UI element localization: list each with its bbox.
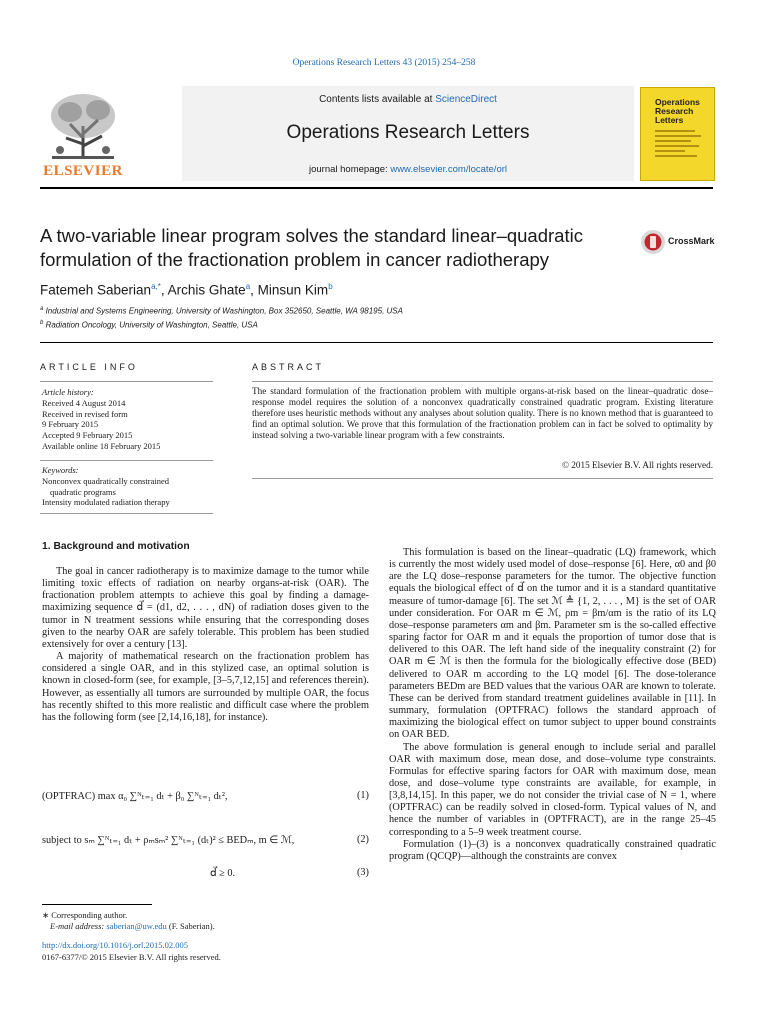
footnote-divider xyxy=(42,904,152,905)
article-title: A two-variable linear program solves the standard linear–quadratic formulation of the fractionation problem in cancer radiotherapy xyxy=(40,225,583,270)
homepage-link[interactable]: www.elsevier.com/locate/orl xyxy=(390,164,508,175)
equation-3 xyxy=(42,867,369,879)
author-name[interactable]: Archis Ghate xyxy=(167,282,246,298)
left-column xyxy=(42,566,369,724)
keywords xyxy=(42,465,170,508)
crossmark-label[interactable]: CrossMark xyxy=(668,236,715,246)
equation-number: (3) xyxy=(356,867,369,878)
history-entry: Received 4 August 2014 xyxy=(42,397,126,408)
equation-text: subject to sₘ ∑ᴺₜ₌₁ dₜ + ρₘsₘ² ∑ᴺₜ₌₁ (dₜ)² ≤ BEDₘ, m ∈ ℳ, xyxy=(42,835,295,846)
keyword: Nonconvex quadratically constrained xyxy=(42,475,169,486)
body-paragraph: Formulation (1)–(3) is a nonconvex quadratically constrained quadratic program (QCQP)—although the constraints are convex xyxy=(389,838,716,862)
right-column xyxy=(389,547,716,863)
abstract-text: The standard formulation of the fractionation problem with multiple organs-at-risk based on the linear–quadratic dose–response model requires the solution of a nonconvex quadratically constrained quadratic program. Existing literature therefore uses heuristic methods without any analyses about solution quality. There is no known method that is guaranteed to find an optimal solution. We prove that this formulation of the fractionation problem can in fact be solved to optimality by instead solving a two-variable linear program with a few constraints. xyxy=(252,386,713,440)
info-divider xyxy=(40,381,213,382)
journal-title: Operations Research Letters xyxy=(286,122,530,143)
author-marks[interactable]: b xyxy=(328,282,333,291)
elsevier-wordmark: ELSEVIER xyxy=(43,163,123,179)
history-entry: Received in revised form xyxy=(42,408,128,419)
abstract-bottom-divider xyxy=(252,478,713,479)
keyword: Intensity modulated radiation therapy xyxy=(42,497,170,508)
section-heading: 1. Background and motivation xyxy=(42,541,190,552)
body-paragraph: This formulation is based on the linear–quadratic (LQ) framework, which is currently the most widely used model of dose–response [6]. Here, α0 and β0 are the LQ dose–response parameters for the tumor. The objective function equals the biological effect of d⃗ on the tumor and it is a standard quantitative measure of tumor-damage [6]. The set ℳ ≜ {1, 2, . . . , M} is the set of OAR under consideration. For OAR m ∈ ℳ, ρm = βm/αm is the ratio of its LQ dose–response parameters αm and βm. Parameter sm is the so-called effective sparing factor for OAR m and it equals the proportion of tumor dose that is delivered to this OAR. The left hand side of the inequality constraint (2) for OAR m ∈ ℳ is then the formula for the biologically effective dose (BED) delivered to OAR m according to the LQ model [6]. The dose-tolerance parameters BEDm are BED values that the various OAR are known to tolerate. These can be derived from standard treatment guidelines available in [11]. In summary, formulation (OPTFRAC) follows the standard approach of maximizing the biological effect on tumor subject to upper bound constraints on OAR BED. xyxy=(389,547,716,741)
issn-line: 0167-6377/© 2015 Elsevier B.V. All rights reserved. xyxy=(42,952,221,962)
homepage-line xyxy=(182,164,634,175)
history-entry: Available online 18 February 2015 xyxy=(42,440,161,451)
author-marks[interactable]: a xyxy=(245,282,251,291)
affiliation-text: Radiation Oncology, University of Washington, Seattle, USA xyxy=(45,320,258,330)
corresponding-author-note: ∗ Corresponding author. xyxy=(42,910,128,920)
cover-title: Operations Research Letters xyxy=(655,97,700,125)
history-entry: Accepted 9 February 2015 xyxy=(42,430,133,441)
keywords-label: Keywords: xyxy=(42,465,79,475)
history-entry: 9 February 2015 xyxy=(42,419,99,430)
body-paragraph: A majority of mathematical research on the fractionation problem has considered a single OAR, and in this stylized case, an optimal solution is known in closed-form (see, for example, [3–5,7,12,15] and references therein). However, as essentially all tumors are surrounded by multiple OAR, the focus has recently shifted to this more realistic and difficult case where the problem has the following form (see [2,14,16,18], for instance). xyxy=(42,651,369,723)
email-link[interactable]: saberian@uw.edu xyxy=(106,921,167,931)
history-label: Article history: xyxy=(42,387,94,397)
email-suffix: (F. Saberian). xyxy=(166,921,215,931)
abstract-divider xyxy=(252,381,713,382)
journal-reference[interactable]: Operations Research Letters 43 (2015) 254–258 xyxy=(292,58,476,68)
article-info-heading: ARTICLE INFO xyxy=(40,362,138,372)
affiliation-mark: a xyxy=(40,306,44,312)
equation-text: d⃗ ≥ 0. xyxy=(210,868,236,879)
journal-cover-thumbnail[interactable] xyxy=(640,87,715,181)
contents-prefix: Contents lists available at xyxy=(319,94,436,105)
contents-line xyxy=(182,94,634,105)
affiliation xyxy=(40,320,258,330)
email-label: E-mail address: xyxy=(50,921,107,931)
header-divider xyxy=(40,187,713,189)
equation-number: (2) xyxy=(356,834,369,845)
author-list: Fatemeh Saberian$^{a,*}$, Archis Ghate$^a$, Minsun Kim$^b$ xyxy=(40,282,333,298)
affiliation xyxy=(40,306,403,316)
homepage-prefix: journal homepage: xyxy=(308,164,391,175)
affiliation-text: Industrial and Systems Engineering, University of Washington, Box 352650, Seattle, WA 98195, USA xyxy=(45,306,403,316)
title-divider xyxy=(40,342,713,343)
equation-number: (1) xyxy=(356,790,369,801)
keywords-divider xyxy=(40,460,213,461)
author-marks[interactable]: a,* xyxy=(151,282,161,291)
body-paragraph: The goal in cancer radiotherapy is to maximize damage to the tumor while limiting toxic effects of radiation on nearby organs-at-risk (OAR). The fractionation problem attempts to achieve this goal by finding a damage-maximizing sequence d⃗ = (d1, d2, . . . , dN) of radiation doses given to the tumor in N treatment sessions while ensuring that the corresponding doses given to the nearby OAR are safely tolerable. This problem has been studied extensively for over a century [13]. xyxy=(42,566,369,650)
author-name[interactable]: Minsun Kim xyxy=(257,282,329,298)
abstract-copyright: © 2015 Elsevier B.V. All rights reserved. xyxy=(562,460,713,470)
body-paragraph: The above formulation is general enough to include serial and parallel OAR with maximum dose, mean dose, and dose–volume type constraints. Formulas for effective sparing factors for OAR with maximum dose, mean dose, and dose–volume type constraints are available, for example, in [3,8,14,15]. In this paper, we do not consider the trivial case of N = 1, where (OPTFRAC) can be readily solved in closed-form. Typical values of N, and hence the number of variables in (OPTFRACT), are in the range 25–45 corresponding to a 5–9 week treatment course. xyxy=(389,741,716,838)
footnote xyxy=(42,910,215,932)
affiliation-mark: b xyxy=(40,320,44,326)
cover-text-lines xyxy=(655,130,705,160)
abstract-heading: ABSTRACT xyxy=(252,362,325,372)
author-name[interactable]: Fatemeh Saberian xyxy=(40,282,152,298)
keywords-bottom-divider xyxy=(40,513,213,514)
article-history xyxy=(42,387,160,452)
keyword: quadratic programs xyxy=(50,486,116,497)
equation-text: (OPTFRAC) max α₀ ∑ᴺₜ₌₁ dₜ + β₀ ∑ᴺₜ₌₁ dₜ², xyxy=(42,791,228,802)
equation-1 xyxy=(42,790,369,802)
equation-2 xyxy=(42,834,369,846)
sciencedirect-link[interactable]: ScienceDirect xyxy=(435,94,497,105)
doi-link[interactable]: http://dx.doi.org/10.1016/j.orl.2015.02.005 xyxy=(42,940,188,950)
